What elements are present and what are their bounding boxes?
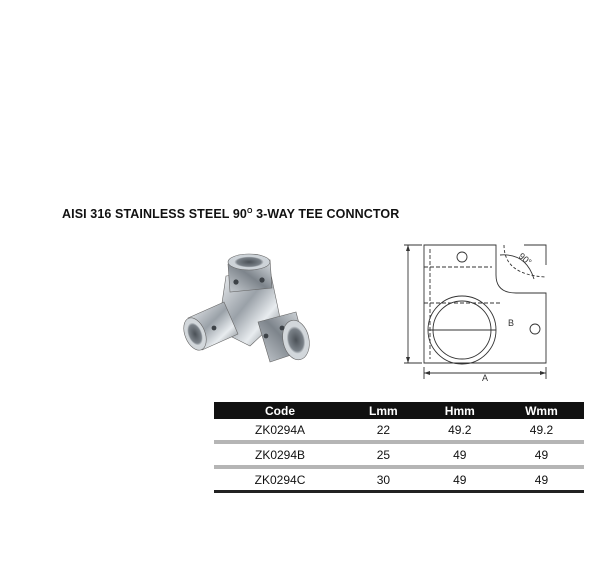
dimension-a-label: A (482, 373, 489, 383)
cell-w: 49 (499, 469, 584, 492)
cell-h: 49.2 (448, 422, 472, 437)
dimension-b-label: B (508, 318, 515, 328)
title-suffix: 3-WAY TEE CONNCTOR (252, 207, 400, 221)
degree-mark: O (246, 208, 253, 215)
spec-table (214, 402, 584, 493)
header-code: Code (214, 402, 346, 419)
angle-label: 90° (516, 250, 534, 268)
table-row (214, 419, 584, 440)
product-photo (178, 248, 328, 373)
cell-l: 30 (346, 469, 421, 492)
cell-l: 25 (376, 447, 391, 462)
title-prefix: AISI 316 STAINLESS STEEL 90 (62, 207, 247, 221)
table-row (214, 444, 584, 465)
table-header-row (214, 402, 584, 419)
cell-code: ZK0294A (255, 422, 306, 437)
cell-code: ZK0294C (214, 469, 346, 492)
cell-h: 49 (453, 447, 467, 462)
cell-w: 49.2 (529, 422, 554, 437)
header-w: Wmm (499, 402, 584, 419)
cell-l: 22 (376, 422, 391, 437)
cell-code: ZK0294B (255, 447, 306, 462)
cell-h: 49 (421, 469, 499, 492)
header-h: Hmm (421, 402, 499, 419)
technical-drawing (396, 235, 556, 385)
product-title (62, 207, 399, 221)
cell-w: 49 (534, 447, 549, 462)
header-l: Lmm (346, 402, 421, 419)
table-row (214, 469, 584, 492)
